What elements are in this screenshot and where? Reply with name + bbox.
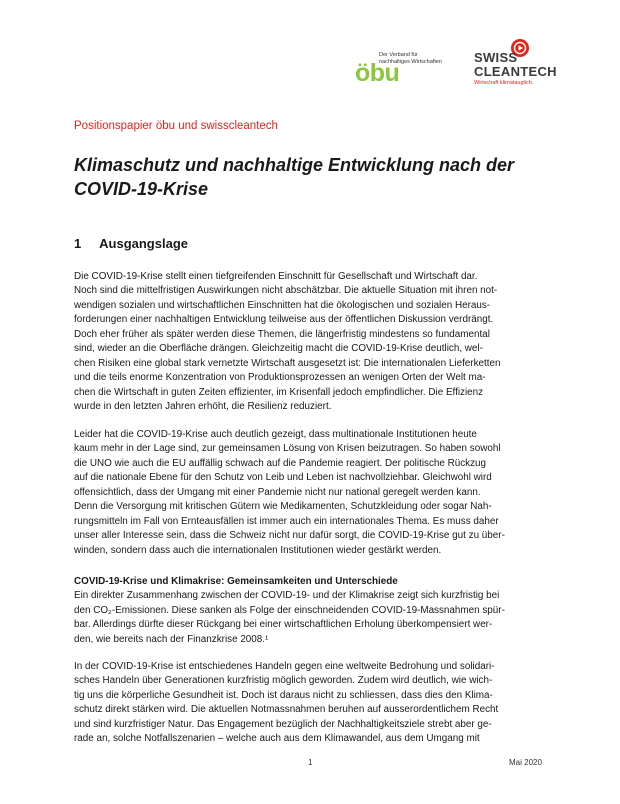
paragraph-line: und sind kurzfristiger Natur. Das Engagement bezüglich der Nachhaltigkeitsziele strebt aber ge- [74, 718, 492, 730]
section-number: 1 [74, 236, 82, 251]
paragraph-line: unser aller Interesse sein, dass die Schweiz nicht nur dafür sorgt, die COVID-19-Krise gut zu über- [74, 530, 505, 542]
swisscleantech-tagline: Wirtschaft klimatauglich. [474, 80, 534, 86]
oebu-wordmark: öbu [355, 59, 400, 87]
subheading: COVID-19-Krise und Klimakrise: Gemeinsamkeiten und Unterschiede [74, 576, 398, 587]
page-number: 1 [308, 758, 313, 767]
paragraph-line: Die COVID-19-Krise stellt einen tiefgreifenden Einschnitt für Gesellschaft und Wirtschaft dar. [74, 271, 478, 282]
title-line-2: COVID-19-Krise [74, 179, 209, 199]
paragraph-line: rade an, solche Notfallszenarien – welche auch aus dem Klimawandel, aus dem Umgang mit [74, 733, 480, 745]
paragraph-line: Denn die Versorgung mit kritischen Gütern wie Medikamenten, Schutzkleidung oder sogar Nah- [74, 501, 492, 513]
paragraph-line: In der COVID-19-Krise ist entschiedenes Handeln gegen eine weltweite Bedrohung und solidari- [74, 661, 495, 672]
oebu-tagline-line-2: nachhaltiges Wirtschaften [379, 58, 442, 65]
paragraph-line: wendigen sozialen und wirtschaftlichen Einschnitten hat die ökologischen und sozialen Heraus- [74, 299, 491, 311]
oebu-logo [355, 50, 455, 90]
paragraph-line: Noch sind die mittelfristigen Auswirkungen nicht abschätzbar. Die aktuelle Situation mit ihren not- [74, 285, 498, 297]
oebu-tagline-line-1: Der Verband für [379, 52, 418, 58]
paragraph-line: kaum mehr in der Lage sind, zur gemeinsamen Lösung von Krisen beizutragen. So haben sowohl [74, 443, 501, 455]
paragraph-line: auf die nationale Ebene für den Schutz von Leib und Leben ist nachvollziehbar. Gleichwohl wird [74, 472, 492, 484]
paragraph-line: den CO₂-Emissionen. Diese sanken als Folge der einschneidenden COVID-19-Massnahmen spür- [74, 604, 505, 616]
paragraph-line: Ein direkter Zusammenhang zwischen der COVID-19- und der Klimakrise zeigt sich kurzfristig bei [74, 590, 500, 602]
paragraph-line: chen Risiken eine global stark vernetzte Wirtschaft ausgesetzt ist: Die internationalen Lieferketten [74, 357, 501, 369]
paragraph-line: die UNO wie auch die EU auffällig schwach auf die Pandemie reagiert. Der politische Rückzug [74, 457, 487, 469]
footer-date: Mai 2020 [509, 758, 542, 767]
paragraph-line: offensichtlich, dass der Umgang mit einer Pandemie nicht nur national geregelt werden kann. [74, 486, 481, 498]
paragraph-line: sind, wieder an die Oberfläche drängen. Gleichzeitig macht die COVID-19-Krise deutlich, wel- [74, 343, 483, 355]
paragraph-line: winden, sondern dass auch die internationalen Institutionen wieder gestärkt werden. [74, 544, 442, 556]
document-label: Positionspapier öbu und swisscleantech [74, 120, 278, 132]
paragraph-1 [74, 270, 550, 415]
document-title [74, 153, 554, 201]
section-heading [74, 236, 188, 251]
paragraph-2 [74, 428, 550, 558]
paragraph-4 [74, 660, 550, 747]
swisscleantech-line-2: CLEANTECH [474, 64, 557, 79]
paragraph-line: schutz direkt stärken wird. Die aktuellen Notmassnahmen beruhen auf ausserordentlichem Recht [74, 704, 499, 716]
paragraph-line: sches Handeln über Generationen kurzfristig möglich geworden. Zudem wird deutlich, wie wich- [74, 675, 493, 687]
paragraph-line: und die teils enorme Konzentration von Produktionsprozessen an wenigen Orten der Welt ma- [74, 372, 486, 384]
paragraph-line: forderungen einer nachhaltigen Entwicklung teilweise aus der öffentlichen Diskussion verdrängt. [74, 314, 494, 326]
paragraph-line: Leider hat die COVID-19-Krise auch deutlich gezeigt, dass multinationale Institutionen heute [74, 429, 477, 440]
paragraph-3 [74, 575, 550, 647]
section-title: Ausgangslage [99, 236, 188, 251]
paragraph-line: wurde in den letzten Jahren erhöht, die Resilienz reduziert. [74, 401, 332, 413]
paragraph-line: Doch eher früher als später werden diese Themen, die längerfristig mindestens so fundamental [74, 328, 490, 340]
swisscleantech-line-1: SWISS [474, 50, 518, 65]
title-line-1: Klimaschutz und nachhaltige Entwicklung nach der [74, 155, 515, 175]
paragraph-line: rungsmitteln im Fall von Ernteausfällen ist immer auch ein internationales Thema. Es muss daher [74, 515, 499, 527]
paragraph-line: den, wie bereits nach der Finanzkrise 2008.¹ [74, 633, 269, 645]
paragraph-line: tig uns die körperliche Gesundheit ist. Doch ist daraus nicht zu schliessen, dass dies den Klima- [74, 689, 493, 701]
paragraph-line: bar. Allerdings dürfte dieser Rückgang bei einer wirtschaftlichen Erholung überkompensiert wer- [74, 619, 493, 631]
paragraph-line: chen die Wirtschaft in guten Zeiten effizienter, im Krisenfall jedoch empfindlicher. Die Effizienz [74, 386, 484, 398]
swisscleantech-logo [474, 38, 564, 88]
